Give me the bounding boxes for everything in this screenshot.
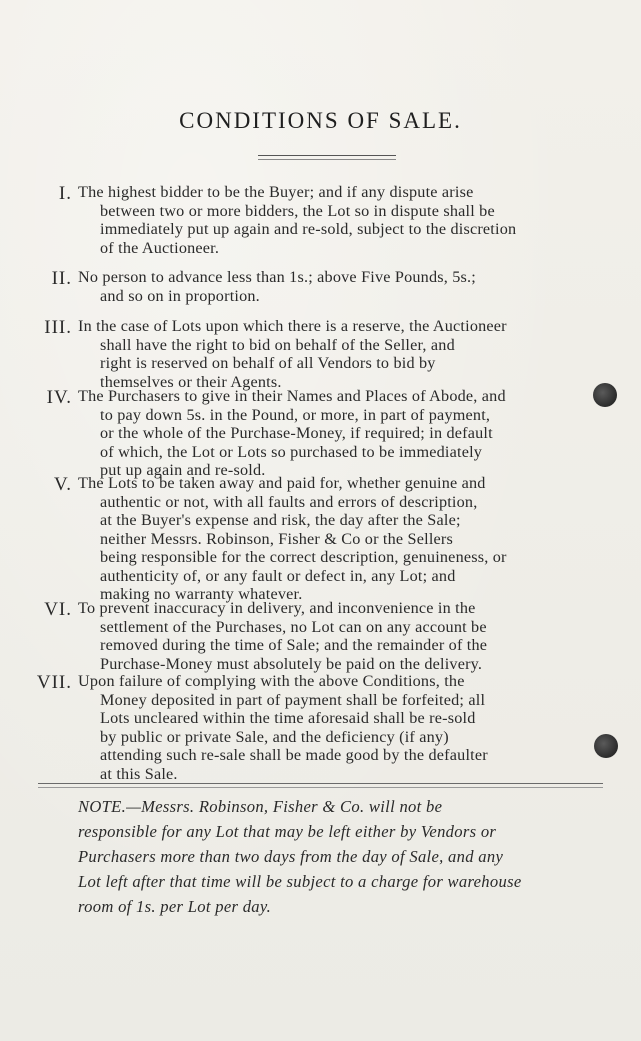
title-underline — [258, 155, 396, 156]
note-line: Lot left after that time will be subject to a charge for warehouse — [78, 872, 522, 891]
condition-numeral: V. — [53, 474, 72, 495]
title-underline-second — [258, 159, 396, 160]
condition-line: at this Sale. — [100, 764, 178, 783]
note-line: NOTE.—Messrs. Robinson, Fisher & Co. will not be — [78, 797, 443, 816]
condition-numeral: I. — [58, 183, 72, 204]
condition-line: put up again and re-sold. — [100, 461, 266, 479]
condition-line: The highest bidder to be the Buyer; and if any dispute arise — [78, 183, 474, 201]
condition-text — [78, 599, 610, 673]
binding-hole-icon — [593, 383, 617, 407]
condition-line: The Purchasers to give in their Names and Places of Abode, and — [78, 387, 506, 405]
condition-line: The Lots to be taken away and paid for, whether genuine and — [78, 474, 486, 492]
condition-line: To prevent inaccuracy in delivery, and inconvenience in the — [78, 599, 476, 617]
condition-numeral: VI. — [44, 599, 72, 620]
condition-line: Purchase-Money must absolutely be paid on the delivery. — [100, 654, 483, 673]
condition-text — [78, 268, 610, 305]
page-title: CONDITIONS OF SALE. — [179, 108, 462, 133]
condition-line: removed during the time of Sale; and the remainder of the — [100, 636, 488, 654]
condition-line: authenticity of, or any fault or defect in, any Lot; and — [100, 566, 456, 585]
condition-line: being responsible for the correct description, genuineness, or — [100, 548, 507, 566]
condition-text — [78, 317, 610, 391]
condition-line: by public or private Sale, and the deficiency (if any) — [100, 727, 449, 746]
note-line: responsible for any Lot that may be left either by Vendors or — [78, 822, 497, 841]
condition-numeral: VII. — [36, 672, 72, 693]
condition-text — [78, 474, 610, 604]
condition-line: themselves or their Agents. — [100, 372, 282, 391]
condition-line: right is reserved on behalf of all Vendors to bid by — [100, 354, 436, 372]
condition-numeral: IV. — [46, 387, 72, 408]
condition-line: making no warranty whatever. — [100, 585, 303, 603]
condition-line: In the case of Lots upon which there is a reserve, the Auctioneer — [78, 317, 507, 335]
condition-line: Upon failure of complying with the above Conditions, the — [78, 672, 465, 690]
note-line: Purchasers more than two days from the day of Sale, and any — [78, 847, 504, 866]
binding-hole-icon — [594, 734, 618, 758]
condition-line: Lots uncleared within the time aforesaid shall be re-sold — [100, 709, 476, 727]
condition-line: between two or more bidders, the Lot so in dispute shall be — [100, 201, 495, 220]
condition-line: neither Messrs. Robinson, Fisher & Co or the Sellers — [100, 529, 454, 548]
condition-line: at the Buyer's expense and risk, the day after the Sale; — [100, 511, 461, 529]
condition-text — [78, 672, 610, 783]
condition-text — [78, 183, 610, 257]
note-separator-second — [38, 787, 603, 788]
note-separator — [38, 783, 603, 784]
condition-numeral: II. — [51, 268, 72, 289]
condition-line: to pay down 5s. in the Pound, or more, in part of payment, — [100, 405, 491, 424]
condition-text — [78, 387, 610, 480]
condition-line: or the whole of the Purchase-Money, if required; in default — [100, 424, 493, 442]
condition-line: attending such re-sale shall be made good by the defaulter — [100, 746, 488, 764]
condition-numeral: III. — [44, 317, 72, 338]
condition-line: immediately put up again and re-sold, subject to the discretion — [100, 220, 517, 238]
condition-line: settlement of the Purchases, no Lot can on any account be — [100, 617, 487, 636]
condition-line: and so on in proportion. — [100, 286, 260, 305]
condition-line: authentic or not, with all faults and errors of description, — [100, 492, 478, 511]
condition-line: shall have the right to bid on behalf of the Seller, and — [100, 335, 455, 354]
condition-line: of which, the Lot or Lots so purchased to be immediately — [100, 442, 483, 461]
condition-line: of the Auctioneer. — [100, 238, 220, 257]
note-block — [78, 794, 618, 919]
condition-line: No person to advance less than 1s.; above Five Pounds, 5s.; — [78, 268, 476, 286]
note-line: room of 1s. per Lot per day. — [78, 897, 272, 916]
condition-line: Money deposited in part of payment shall be forfeited; all — [100, 690, 486, 709]
